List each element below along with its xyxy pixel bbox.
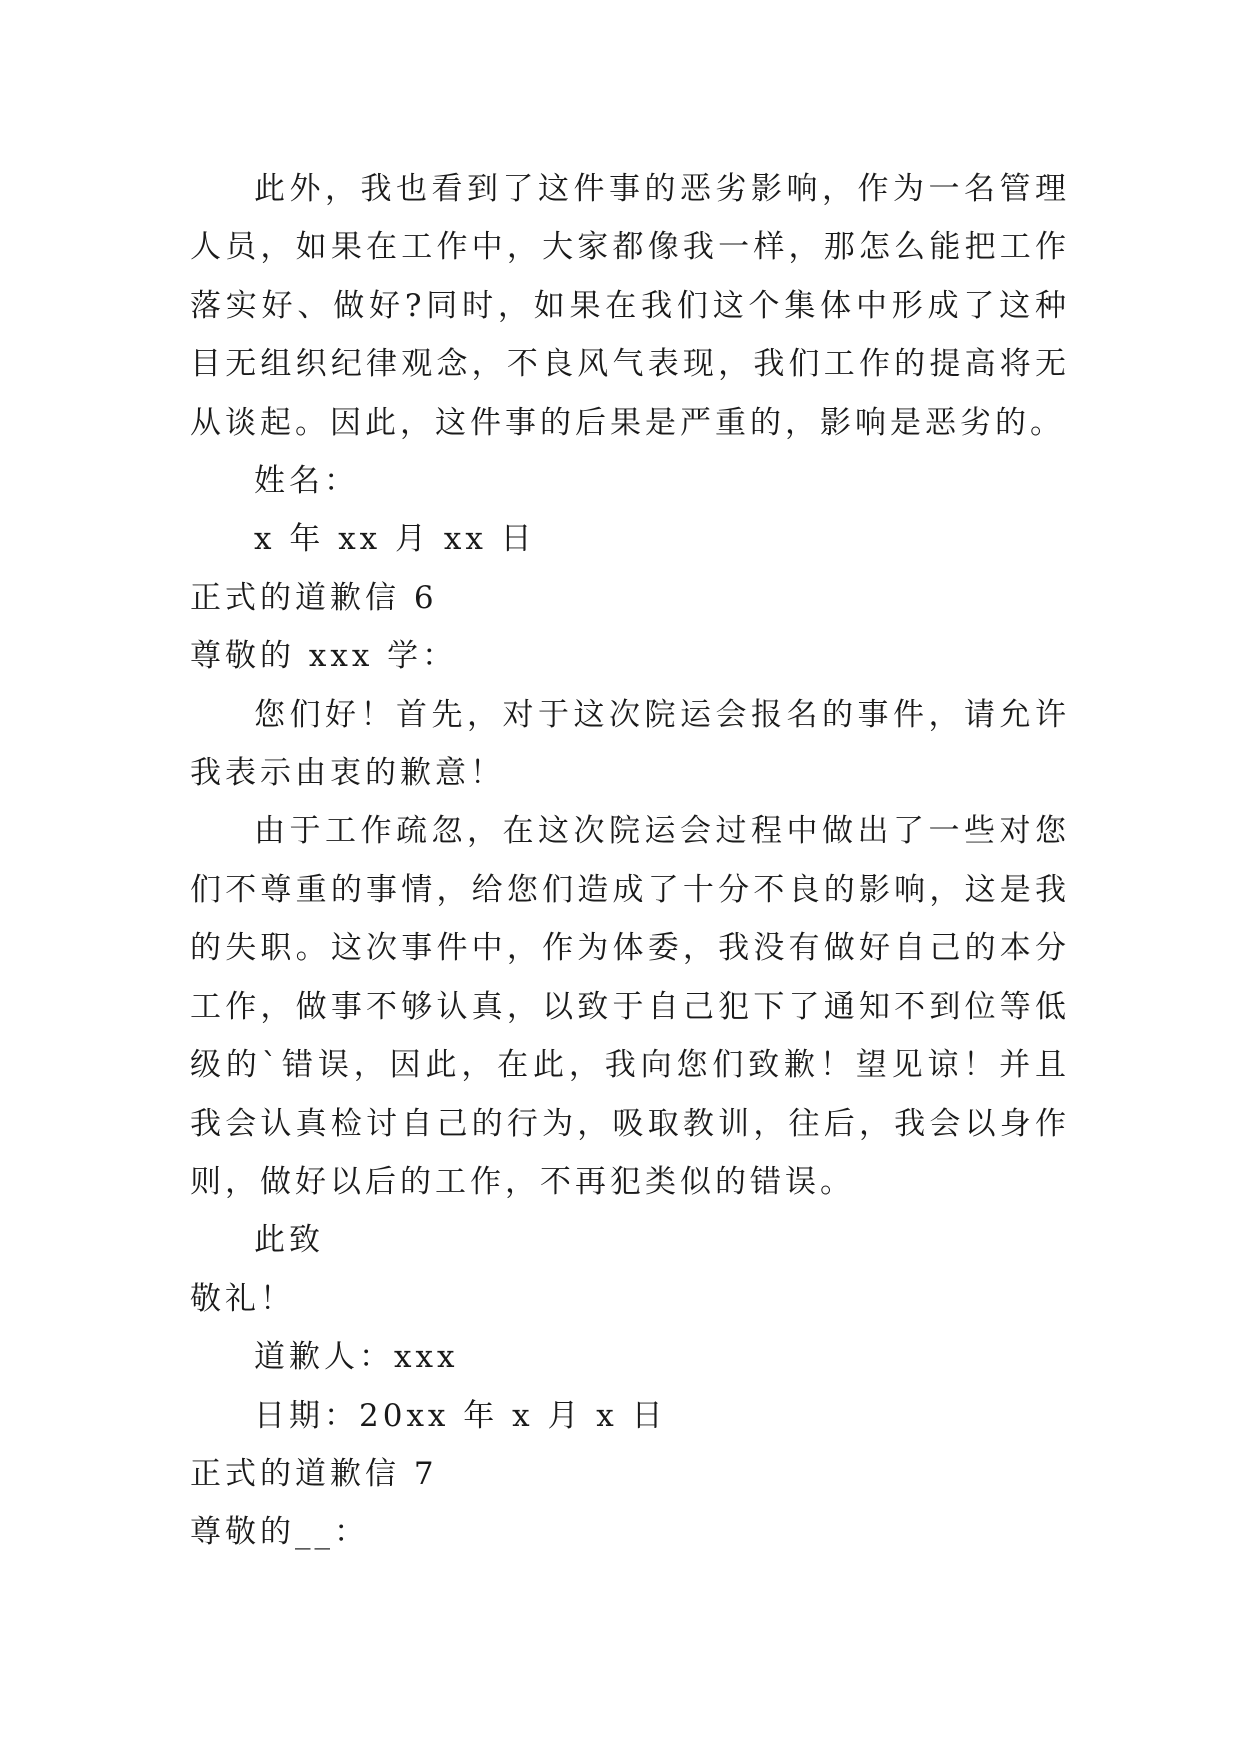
letter-6-title: 正式的道歉信 6 [190,579,438,616]
letter-6-regards: 敬礼！ [190,1280,295,1317]
letter-7-salutation: 尊敬的__： [190,1514,369,1551]
paragraph-consequences: 此外，我也看到了这件事的恶劣影响，作为一名管理人员，如果在工作中，大家都像我一样，那怎么能把工作落实好、做好?同时，如果在我们这个集体中形成了这种目无组织纪律观念，不良风气表现，我们工作的提高将无从谈起。因此，这件事的后果是严重的，影响是恶劣的。 [190,171,1070,441]
letter-7-title: 正式的道歉信 7 [190,1455,438,1492]
letter-6-date: 日期：20xx 年 x 月 x 日 [254,1397,667,1434]
letter-6-closing: 此致 [254,1222,324,1259]
letter-6-opening-paragraph: 您们好！首先，对于这次院运会报名的事件，请允许我表示由衷的歉意！ [190,696,1070,792]
letter-6-body-paragraph: 由于工作疏忽，在这次院运会过程中做出了一些对您们不尊重的事情，给您们造成了十分不良的影响，这是我的失职。这次事件中，作为体委，我没有做好自己的本分工作，做事不够认真，以致于自己犯下了通知不到位等低级的`错误，因此，在此，我向您们致歉！望见谅！并且我会认真检讨自己的行为，吸取教训，往后，我会以身作则，做好以后的工作，不再犯类似的错误。 [190,813,1070,1200]
signature-name-line: 姓名： [254,463,359,500]
letter-6-salutation: 尊敬的 xxx 学： [190,638,458,675]
letter-6-signer: 道歉人：xxx [254,1339,459,1376]
document-body [190,160,1070,1562]
signature-date-line: x 年 xx 月 xx 日 [254,521,536,558]
